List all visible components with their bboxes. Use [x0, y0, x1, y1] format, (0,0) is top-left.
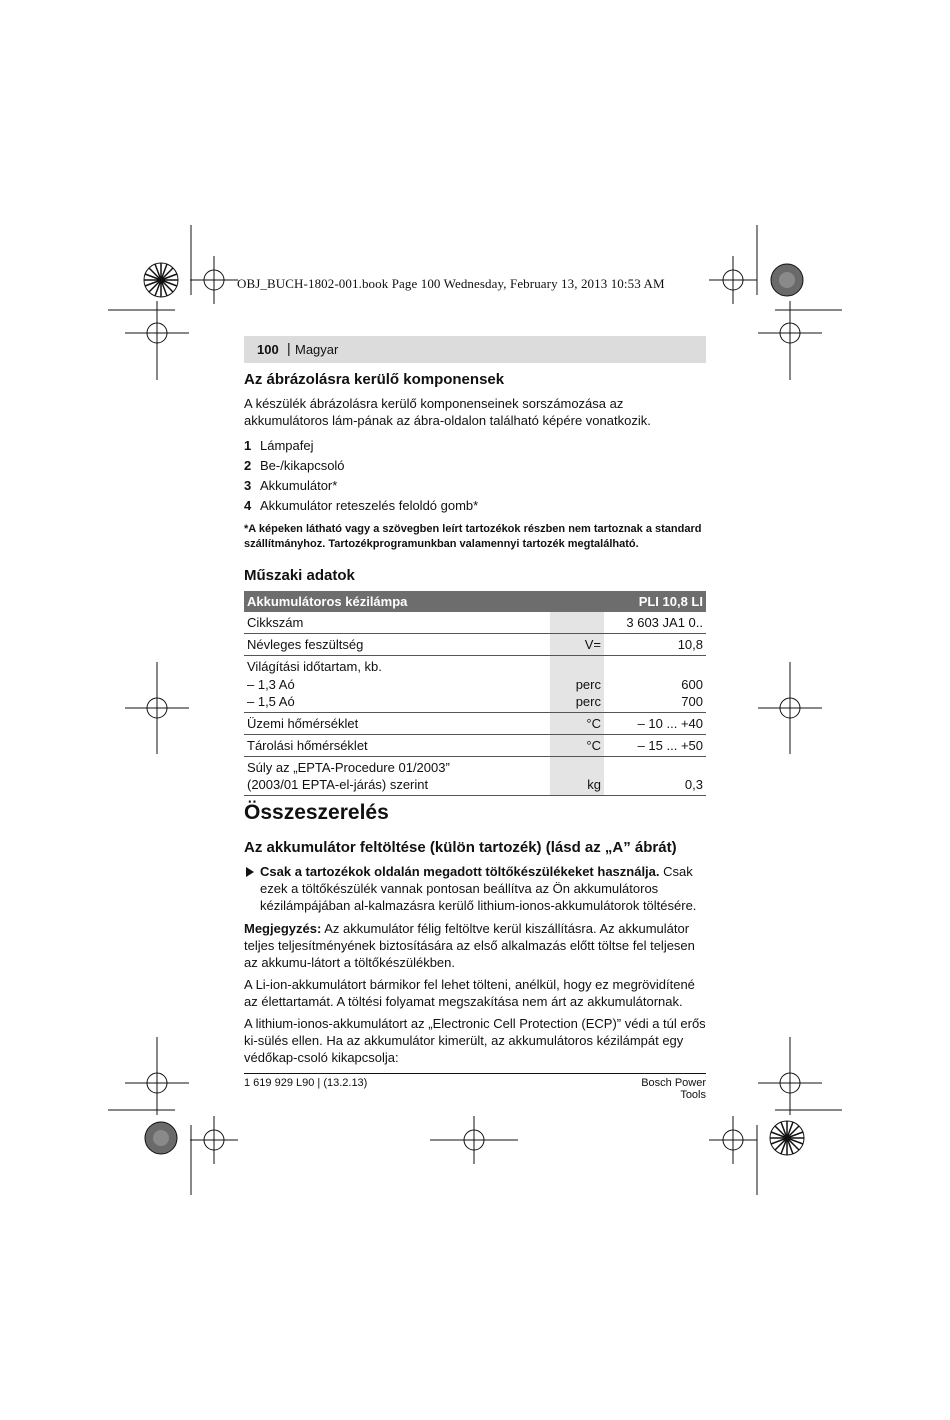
footer-doc-number: 1 619 929 L90 | (13.2.13)	[244, 1077, 368, 1089]
paragraph: A Li-ion-akkumulátort bármikor fel lehet tölteni, anélkül, hogy ez megrövidítené az élettartamát. A töltési folyamat megszakítása nem árt az akkumulátornak.	[244, 977, 695, 1009]
charging-heading: Az akkumulátor feltöltése (külön tartozék) (lásd az „A” ábrát)	[244, 839, 677, 856]
assembly-title: Összeszerelés	[244, 801, 389, 824]
component-item: 2 Be-/kikapcsoló	[244, 458, 345, 473]
starburst-target-icon	[144, 263, 178, 297]
bullet-arrow-icon	[246, 867, 254, 877]
page-header	[244, 336, 706, 363]
note-paragraph: Megjegyzés: Az akkumulátor félig feltöltve kerül kiszállításra. Az akkumulátor teljes teljesítményének biztosítására az első alkalmazás előtt töltse fel teljesen az akkumu-látort a töltőkészülékben.	[244, 921, 695, 970]
specs-header-right: PLI 10,8 LI	[604, 591, 706, 612]
starburst-target-icon	[770, 1121, 804, 1155]
table-row: Üzemi hőmérséklet °C – 10 ... +40	[244, 713, 706, 735]
page-number: 100	[257, 342, 279, 357]
specs-heading: Műszaki adatok	[244, 567, 355, 584]
table-row: Súly az „EPTA-Procedure 01/2003” (2003/01 EPTA-el-járás) szerint kg 0,3	[244, 757, 706, 796]
paragraph: A lithium-ionos-akkumulátort az „Electronic Cell Protection (ECP)” védi a túl erős ki-sülés ellen. Ha az akkumulátor kimerült, az akkumulátoros kézilámpát egy védőkap-csoló kikapcsolja:	[244, 1016, 706, 1065]
components-intro: A készülék ábrázolásra kerülő komponenseinek sorszámozása az akkumulátoros lám-pának az ábra-oldalon található képére vonatkozik.	[244, 396, 651, 428]
footer-rule	[244, 1073, 706, 1074]
table-row: Tárolási hőmérséklet °C – 15 ... +50	[244, 735, 706, 757]
footer-brand: Bosch Power Tools	[641, 1077, 706, 1101]
component-item: 4 Akkumulátor reteszelés feloldó gomb*	[244, 498, 479, 513]
gray-target-icon	[771, 264, 803, 296]
gray-target-icon	[145, 1122, 177, 1154]
footnote: *A képeken látható vagy a szövegben leírt tartozékok részben nem tartoznak a standard szállítmányhoz. Tartozékprogramunkban valamennyi tartozék megtalálható.	[244, 523, 702, 550]
header-language: Magyar	[295, 342, 339, 357]
table-row: Világítási időtartam, kb.	[244, 656, 706, 677]
table-row: – 1,3 Aó perc 600	[247, 677, 703, 692]
component-item: 3 Akkumulátor*	[244, 478, 338, 493]
table-row: Névleges feszültség V= 10,8	[244, 634, 706, 656]
table-row: – 1,5 Aó perc 700	[244, 693, 706, 713]
print-slug: OBJ_BUCH-1802-001.book Page 100 Wednesday, February 13, 2013 10:53 AM	[237, 276, 665, 291]
specs-table	[244, 591, 706, 796]
component-item: 1 Lámpafej	[244, 438, 314, 453]
table-row: Cikkszám 3 603 JA1 0..	[244, 612, 706, 634]
specs-header-left: Akkumulátoros kézilámpa	[244, 591, 604, 612]
components-heading: Az ábrázolásra kerülő komponensek	[244, 371, 505, 388]
safety-bullet: Csak a tartozékok oldalán megadott töltőkészülékeket használja. Csak ezek a töltőkészülék vannak pontosan beállítva az Ön akkumulátoros kézilámpájában al-kalmazásra kerülő lithium-ionos-akkumulátorok töltésére.	[244, 863, 706, 914]
header-separator: |	[287, 340, 291, 356]
page-content	[244, 370, 706, 1071]
